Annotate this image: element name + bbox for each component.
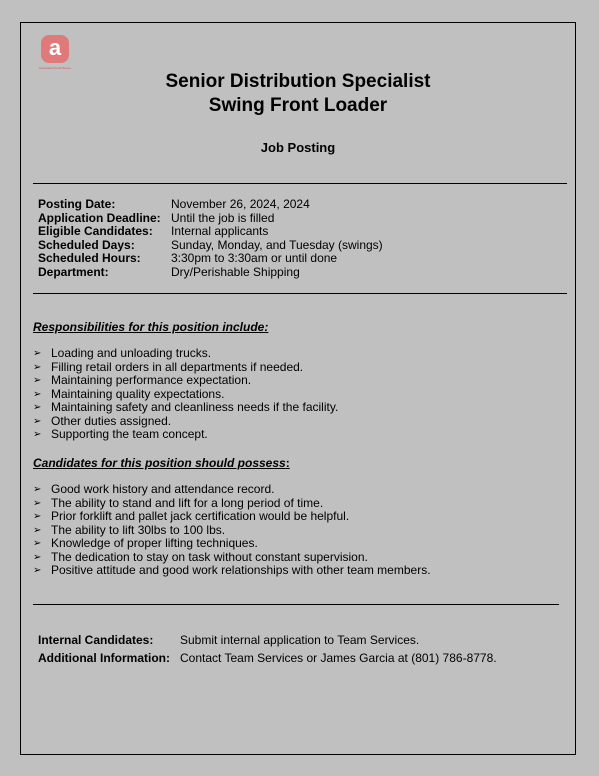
arrow-bullet-icon: ➢ bbox=[33, 497, 42, 509]
arrow-bullet-icon: ➢ bbox=[33, 511, 42, 522]
list-item bbox=[33, 388, 338, 402]
list-item-text: Knowledge of proper lifting techniques. bbox=[51, 536, 258, 550]
logo-icon: a bbox=[41, 35, 69, 63]
detail-row bbox=[38, 198, 383, 212]
arrow-bullet-icon: ➢ bbox=[33, 565, 42, 576]
list-item-text: Positive attitude and good work relationships with other team members. bbox=[51, 563, 431, 577]
list-item-text: Loading and unloading trucks. bbox=[51, 346, 212, 360]
list-item-text: Good work history and attendance record. bbox=[51, 482, 275, 496]
list-item-text: Maintaining performance expectation. bbox=[51, 373, 252, 387]
detail-label: Scheduled Days: bbox=[38, 237, 135, 252]
list-item-text: Filling retail orders in all departments if needed. bbox=[51, 359, 304, 374]
detail-row bbox=[38, 239, 383, 253]
list-item bbox=[33, 483, 431, 497]
list-item bbox=[33, 428, 338, 442]
detail-value: Internal applicants bbox=[171, 224, 269, 238]
list-item-text: The ability to lift 30lbs to 100 lbs. bbox=[51, 522, 226, 537]
job-subtitle-shift: Swing Front Loader bbox=[208, 95, 388, 116]
qualifications-heading bbox=[33, 456, 290, 470]
job-title: Senior Distribution Specialist bbox=[165, 71, 431, 92]
arrow-bullet-icon: ➢ bbox=[33, 429, 42, 440]
arrow-bullet-icon: ➢ bbox=[33, 388, 42, 400]
detail-row bbox=[38, 225, 383, 239]
job-posting-page bbox=[20, 22, 576, 755]
detail-value: Dry/Perishable Shipping bbox=[171, 264, 300, 279]
list-item bbox=[33, 524, 431, 538]
posting-label: Job Posting bbox=[260, 140, 336, 155]
list-item bbox=[33, 497, 431, 511]
contact-label: Additional Information: bbox=[38, 651, 170, 665]
list-item-text: The ability to stand and lift for a long period of time. bbox=[51, 495, 324, 510]
detail-label: Scheduled Hours: bbox=[38, 251, 141, 265]
list-item-text: The dedication to stay on task without constant supervision. bbox=[51, 549, 368, 564]
arrow-bullet-icon: ➢ bbox=[33, 402, 42, 413]
detail-label: Application Deadline: bbox=[38, 210, 161, 225]
contact-section bbox=[38, 631, 497, 667]
detail-label: Department: bbox=[38, 264, 109, 279]
list-item bbox=[33, 551, 431, 565]
list-item-text: Maintaining safety and cleanliness needs if the facility. bbox=[51, 400, 339, 414]
detail-label: Eligible Candidates: bbox=[38, 224, 153, 238]
list-item-text: Prior forklift and pallet jack certification would be helpful. bbox=[51, 509, 350, 523]
responsibilities-heading: Responsibilities for this position include: bbox=[33, 320, 269, 334]
contact-row bbox=[38, 631, 497, 649]
list-item bbox=[33, 401, 338, 415]
list-item bbox=[33, 415, 338, 429]
arrow-bullet-icon: ➢ bbox=[33, 415, 42, 427]
logo-tagline: Associated Food Stores bbox=[39, 66, 71, 70]
list-item-text: Other duties assigned. bbox=[51, 413, 172, 428]
detail-value: Sunday, Monday, and Tuesday (swings) bbox=[171, 237, 383, 252]
detail-row bbox=[38, 252, 383, 266]
detail-row bbox=[38, 212, 383, 226]
list-item bbox=[33, 537, 431, 551]
arrow-bullet-icon: ➢ bbox=[33, 361, 42, 373]
posting-details bbox=[38, 198, 383, 279]
list-item bbox=[33, 361, 338, 375]
contact-value: Contact Team Services or James Garcia at (801) 786-8778. bbox=[180, 651, 497, 665]
arrow-bullet-icon: ➢ bbox=[33, 524, 42, 536]
arrow-bullet-icon: ➢ bbox=[33, 375, 42, 386]
list-item bbox=[33, 347, 338, 361]
contact-row bbox=[38, 649, 497, 667]
divider bbox=[33, 183, 567, 184]
divider bbox=[33, 604, 559, 605]
arrow-bullet-icon: ➢ bbox=[33, 348, 42, 359]
contact-value: Submit internal application to Team Services. bbox=[180, 633, 420, 647]
list-item bbox=[33, 374, 338, 388]
arrow-bullet-icon: ➢ bbox=[33, 538, 42, 549]
company-logo bbox=[39, 35, 79, 71]
detail-value: Until the job is filled bbox=[171, 210, 275, 225]
contact-label: Internal Candidates: bbox=[38, 633, 154, 647]
heading-colon: : bbox=[285, 456, 290, 470]
responsibilities-list bbox=[33, 347, 338, 442]
detail-label: Posting Date: bbox=[38, 197, 116, 211]
list-item-text: Supporting the team concept. bbox=[51, 427, 208, 441]
detail-value: November 26, 2024, 2024 bbox=[171, 197, 310, 211]
divider bbox=[33, 293, 567, 294]
list-item bbox=[33, 510, 431, 524]
arrow-bullet-icon: ➢ bbox=[33, 484, 42, 495]
arrow-bullet-icon: ➢ bbox=[33, 551, 42, 563]
detail-value: 3:30pm to 3:30am or until done bbox=[171, 251, 338, 265]
list-item bbox=[33, 564, 431, 578]
qualifications-list bbox=[33, 483, 431, 578]
list-item-text: Maintaining quality expectations. bbox=[51, 386, 225, 401]
qualifications-heading-text: Candidates for this position should possess bbox=[33, 456, 286, 470]
detail-row bbox=[38, 266, 383, 280]
